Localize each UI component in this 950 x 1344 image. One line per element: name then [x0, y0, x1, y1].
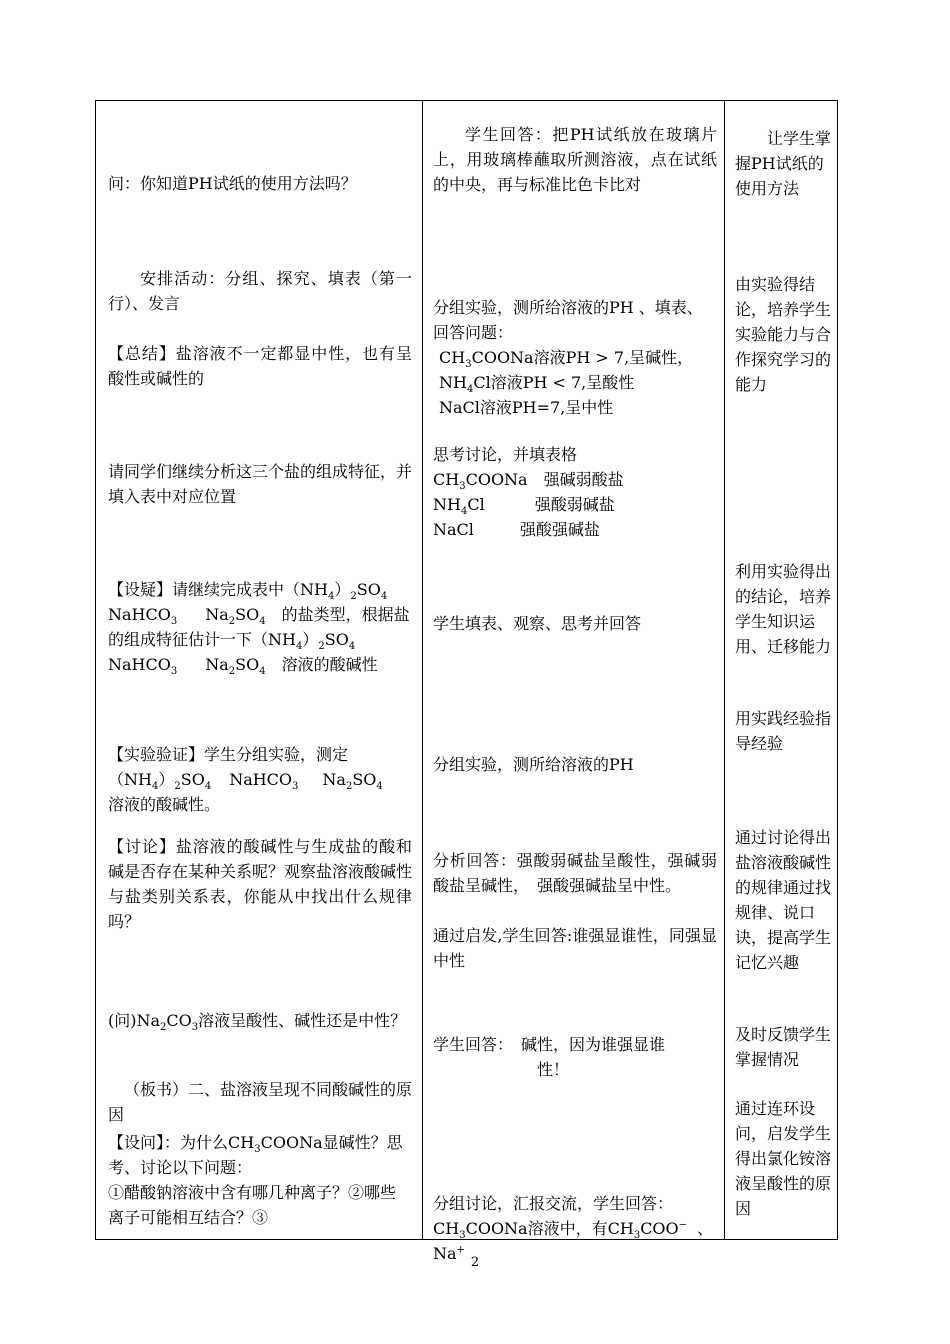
analysis-prompt: 请同学们继续分析这三个盐的组成特征，并填入表中对应位置	[108, 462, 413, 506]
column-divider-2	[724, 101, 725, 1239]
na2co3-question: (问)$Na_2CO_3$溶液呈酸性、碱性还是中性？	[108, 1011, 407, 1034]
lesson-table	[95, 100, 838, 1263]
na2co3-answer: 学生回答： 碱性，因为谁强显谁 性！	[433, 1035, 666, 1079]
goal-ph-paper: 让学生掌握PH试纸的使用方法	[735, 129, 832, 198]
goal-feedback: 及时反馈学生掌握情况	[735, 1025, 832, 1069]
result-nacl: NaCl溶液PH=7,呈中性	[439, 398, 614, 417]
page-number: 2	[470, 1255, 480, 1270]
verify-text: 【实验验证】学生分组实验，测定 $(NH_4)_2SO_4$ NaHCO$_3$ $Na_2SO_4$溶液的酸碱性。	[108, 745, 383, 814]
type-nacl: NaCl 强酸强碱盐	[433, 520, 600, 539]
summary-text: 【总结】盐溶液不一定都显中性，也有呈酸性或碱性的	[108, 344, 412, 388]
inspire-answer: 通过启发,学生回答:谁强显谁性，同强显中性	[433, 926, 717, 970]
type-nh4cl: $NH_4Cl$ 强酸弱碱盐	[433, 495, 615, 518]
ph-question: 问：你知道PH试纸的使用方法吗？	[108, 174, 357, 193]
goal-practice: 用实践经验指导经验	[735, 709, 832, 753]
analysis-answer: 分析回答：强酸弱碱盐呈酸性，强碱弱酸盐呈碱性， 强酸强碱盐呈中性。	[433, 851, 717, 895]
discuss-text: 【讨论】盐溶液的酸碱性与生成盐的酸和碱是否存在某种关系呢？观察盐溶液酸碱性与盐类别关系表，你能从中找出什么规律吗？	[108, 837, 413, 931]
goal-transfer: 利用实验得出的结论，培养学生知识运用、迁移能力	[735, 562, 832, 656]
ph-answer: 学生回答：把PH试纸放在玻璃片上，用玻璃棒蘸取所测溶液，点在试纸的中央，再与标准比色卡比对	[433, 125, 717, 194]
fill-observe: 学生填表、观察、思考并回答	[433, 614, 642, 633]
group-experiment-ph: 分组实验，测所给溶液的PH	[433, 755, 634, 774]
type-ch3coona: $CH_3COONa$ 强碱弱酸盐	[433, 470, 624, 493]
result-ch3coona: $CH_3COONa$溶液PH > 7,呈碱性，	[439, 348, 694, 371]
ions-line: $CH_3COONa$溶液中，有$CH_3COO^-$ 、Na+	[433, 1219, 714, 1263]
group-discuss: 分组讨论，汇报交流，学生回答：	[433, 1194, 674, 1213]
group-experiment: 分组实验，测所给溶液的PH 、填表、回答问题：	[433, 298, 703, 342]
result-nh4cl: $NH_4Cl$溶液PH < 7,呈酸性	[439, 373, 635, 396]
goal-chain-question: 通过连环设问，启发学生得出氯化铵溶液呈酸性的原因	[735, 1099, 832, 1218]
doubt-text: 【设疑】请继续完成表中$(NH_4)_2SO_4$ NaHCO$_3$ $Na_2SO_4$ 的盐类型，根据盐的组成特征估计一下$(NH_4)_2SO_4$ NaHCO$_3$ $Na_2SO_4$ 溶液的酸碱性	[108, 580, 410, 678]
think-discuss: 思考讨论，并填表格	[433, 445, 578, 464]
goal-experiment: 由实验得结论，培养学生实验能力与合作探究学习的能力	[735, 275, 832, 394]
board-text: （板书）二、盐溶液呈现不同酸碱性的原因	[108, 1080, 413, 1124]
goal-rule: 通过讨论得出盐溶液酸碱性的规律通过找规律、说口诀，提高学生记忆兴趣	[735, 828, 832, 972]
set-question: 【设问】：为什么$CH_3COONa$显碱性？思考、讨论以下问题： ①醋酸钠溶液中含有哪几种离子？②哪些离子可能相互结合？③	[108, 1133, 403, 1227]
activity-text: 安排活动：分组、探究、填表（第一行）、发言	[108, 269, 412, 313]
column-divider-1	[422, 101, 423, 1239]
